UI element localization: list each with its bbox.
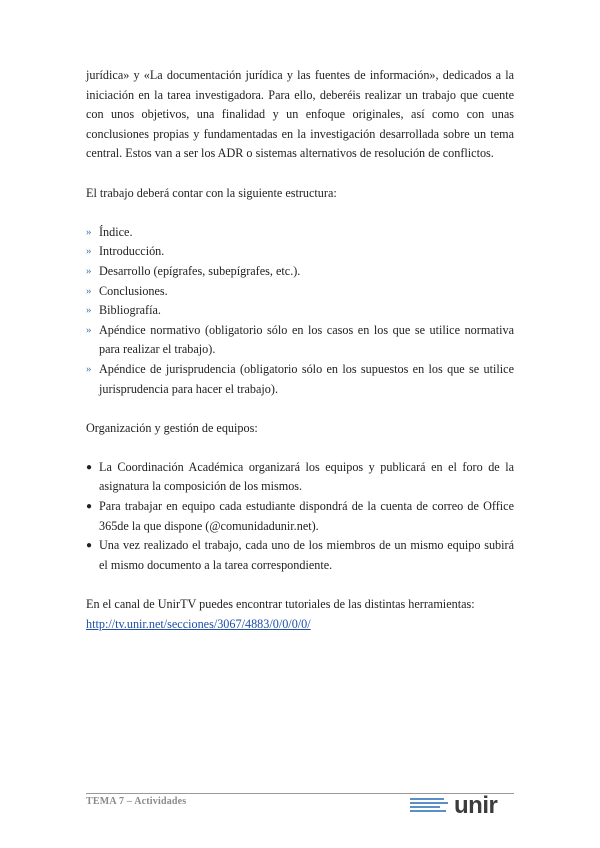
page-content bbox=[86, 66, 514, 634]
list-item-text: Conclusiones. bbox=[99, 283, 168, 298]
list-item-text: Introducción. bbox=[99, 244, 165, 259]
list-item bbox=[86, 536, 514, 575]
spacer bbox=[86, 575, 514, 595]
arrow-bullet-icon: » bbox=[86, 304, 92, 317]
spacer bbox=[86, 399, 514, 419]
teams-list bbox=[86, 458, 514, 576]
list-item-text: Desarrollo (epígrafes, subepígrafes, etc.). bbox=[99, 263, 301, 278]
unirtv-link[interactable]: http://tv.unir.net/secciones/3067/4883/0/0/0/0/ bbox=[86, 616, 311, 631]
intro-paragraph: jurídica» y «La documentación jurídica y las fuentes de información», dedicados a la iniciación en la tarea investigadora. Para ello, deberéis realizar un trabajo que cuente con unos objetivos, una finalidad y un enfoque originales, así como con unas conclusiones propias y fundamentadas en la investigación desarrollada sobre un tema central. Estos van a ser los ADR o sistemas alternativos de resolución de conflictos. bbox=[86, 68, 514, 161]
list-item bbox=[86, 282, 514, 302]
footer-label: TEMA 7 – Actividades bbox=[86, 796, 187, 807]
list-item-text: La Coordinación Académica organizará los equipos y publicará en el foro de la asignatura la composición de los mismos. bbox=[99, 459, 514, 494]
list-item-text: Bibliografía. bbox=[99, 303, 161, 318]
list-item bbox=[86, 321, 514, 360]
dot-bullet-icon: ● bbox=[86, 461, 93, 473]
logo-text: unir bbox=[454, 792, 498, 819]
spacer bbox=[86, 203, 514, 223]
list-item-text: Índice. bbox=[99, 224, 133, 239]
arrow-bullet-icon: » bbox=[86, 284, 92, 297]
list-item-text: Apéndice normativo (obligatorio sólo en los casos en los que se utilice normativa para realizar el trabajo). bbox=[99, 322, 514, 357]
spacer bbox=[86, 164, 514, 184]
arrow-bullet-icon: » bbox=[86, 225, 92, 238]
structure-intro: El trabajo deberá contar con la siguiente estructura: bbox=[86, 185, 337, 200]
logo-lines-icon bbox=[410, 798, 450, 814]
dot-bullet-icon: ● bbox=[86, 540, 93, 552]
list-item-text: Una vez realizado el trabajo, cada uno de los miembros de un mismo equipo subirá el mismo documento a la tarea correspondiente. bbox=[99, 538, 514, 572]
unirtv-text: En el canal de UnirTV puedes encontrar tutoriales de las distintas herramientas: bbox=[86, 597, 475, 612]
list-item bbox=[86, 458, 514, 497]
arrow-bullet-icon: » bbox=[86, 362, 92, 375]
list-item-text: Apéndice de jurisprudencia (obligatorio sólo en los supuestos en los que se utilice jurisprudencia para hacer el trabajo). bbox=[99, 361, 514, 396]
list-item-text: Para trabajar en equipo cada estudiante dispondrá de la cuenta de correo de Office 365de la que dispone (@comunidadunir.net). bbox=[99, 499, 514, 533]
unir-logo bbox=[410, 794, 520, 822]
list-item bbox=[86, 242, 514, 262]
spacer bbox=[86, 438, 514, 458]
list-item bbox=[86, 497, 514, 536]
arrow-bullet-icon: » bbox=[86, 323, 92, 336]
list-item bbox=[86, 223, 514, 243]
teams-heading: Organización y gestión de equipos: bbox=[86, 420, 258, 435]
list-item bbox=[86, 360, 514, 399]
list-item bbox=[86, 262, 514, 282]
dot-bullet-icon: ● bbox=[86, 501, 93, 513]
structure-list bbox=[86, 223, 514, 399]
arrow-bullet-icon: » bbox=[86, 245, 92, 258]
list-item bbox=[86, 301, 514, 321]
arrow-bullet-icon: » bbox=[86, 264, 92, 277]
